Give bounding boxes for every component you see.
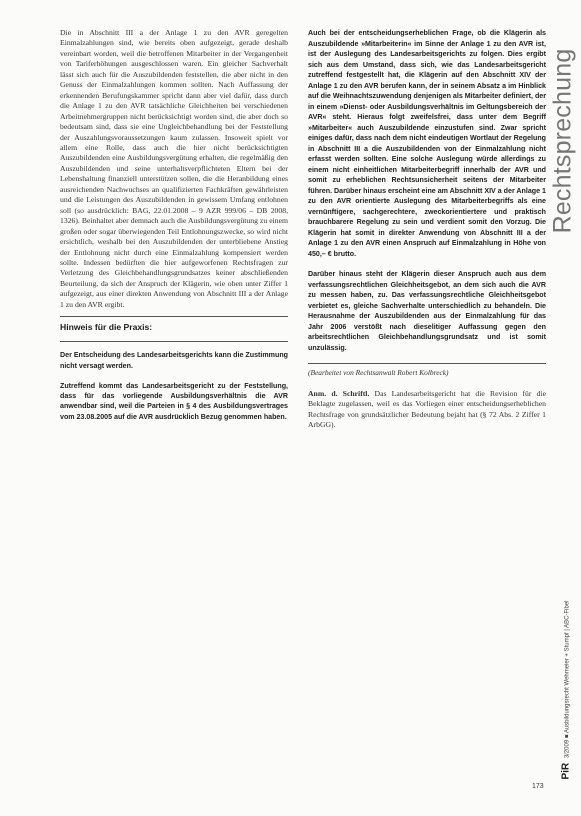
editor-note-rule <box>308 363 546 364</box>
hint-title-rule <box>60 341 288 342</box>
editor-note: (Bearbeitet von Rechtsanwalt Robert Kolbreck) <box>308 368 449 377</box>
left-column <box>60 28 288 432</box>
annotation <box>308 389 546 431</box>
journal-footer-vertical <box>558 590 574 790</box>
hint-box <box>60 316 288 422</box>
hint-top-rule <box>60 316 288 317</box>
annotation-label: Anm. d. Schriftl. <box>308 389 370 398</box>
hint-title: Hinweis für die Praxis: <box>60 322 153 333</box>
annotation-text: Das Landesarbeitsgericht hat die Revision für die Beklagte zugelassen, weil es das Vorliegen einer entscheidungserheblichen Rechtsfrage von grundsätzlicher Bedeutung bejaht hat (§ 72 Abs. 2 Ziffer 1 ArbGG). <box>308 389 546 430</box>
section-title: Rechtsprechung <box>548 48 577 234</box>
right-column <box>308 28 546 431</box>
page-number: 173 <box>532 783 544 790</box>
left-body-paragraph: Die in Abschnitt III a der Anlage 1 zu den AVR geregelten Einmalzahlungen sind, wie bereits oben aufgezeigt, gerade deshalb vereinbart worden, weil die betroffenen Mitarbeiter in der Vergangenheit von Tariferhöhungen ausgeschlossen waren. Ein gleicher Sachverhalt lässt sich auch für die Auszubildenden feststellen, die aber nicht in den Genuss der Einmalzahlungen kommen sollten. Nach Auffassung der erkennenden Berufungskammer spricht dann aber viel dafür, dass durch die Anlage 1 zu den AVR tatsächliche Gleichheiten bei verschiedenen Arbeitnehmergruppen nicht berücksichtigt worden sind, die aber doch so bedeutsam sind, dass sie eine Ungleichbehandlung bei der Feststellung der Auszahlungsvoraussetzungen kaum zulassen. Insoweit spielt vor allem eine Rolle, dass auch die hier nicht berücksichtigten Auszubildenden eine Ausbildungsvergütung erhalten, die regelmäßig den Auszubildenden und seine unterhaltsverpflichteten Eltern bei der Lebenshaltung finanziell unterstützen sollen, die die Heranbildung eines ausreichenden Nachwuchses an qualifizierten Fachkräften gewährleisten und die Leistungen des Auszubildenden in gewissem Umfang entlohnen soll (so ausdrücklich: BAG, 22.01.2008 – 9 AZR 999/06 – DB 2008, 1326). Beinhaltet aber demnach auch die Ausbildungsvergütung zu einem großen oder sogar überwiegenden Teil Entlohnungszwecke, so wird nicht ersichtlich, weshalb bei den Auszubildenden der unterbliebene Anstieg der Entlohnung nicht durch eine Einmalzahlung kompensiert werden sollte. Indessen bedürften die hier aufgeworfenen Rechtsfragen zur Verletzung des Gleichbehandlungsgrundsatzes keiner abschließenden Beurteilung, da sich der Anspruch der Klägerin, wie oben unter Ziffer 1 aufgezeigt, aus einer direkten Anwendung von Abschnitt III a der Anlage 1 zu den AVR ergibt. <box>60 28 288 309</box>
hint-paragraph-2: Zutreffend kommt das Landesarbeitsgericht zu der Feststellung, dass für das vorliegende Ausbildungsverhältnis die AVR anwendbar sind, weil die Parteien in § 4 des Ausbildungsvertrages vom 23.08.2005 auf die AVR ausdrücklich Bezug genommen haben. <box>60 381 288 421</box>
right-paragraph-1: Auch bei der entscheidungserheblichen Frage, ob die Klägerin als Auszubildende »Mitarbeiterin« im Sinne der Anlage 1 zu den AVR ist, ist der Auslegung des Landesarbeitsgerichts zu folgen. Dies ergibt sich aus dem Umstand, dass sich, wie das Landesarbeitsgericht zutreffend festgestellt hat, die Klägerin auf den Abschnitt XIV der Anlage 1 zu den AVR berufen kann, der in seinem Absatz a im Hinblick auf die Weihnachtszuwendung denjenigen als Mitarbeiter definiert, der in einem »Dienst- oder Ausbildungsverhältnis im Geltungsbereich der AVR« steht. Hieraus folgt zweifelsfrei, dass unter dem Begriff »Mitarbeiter« auch Auszubildende einzustufen sind. Zwar spricht einiges dafür, dass nach dem nicht eindeutigen Wortlaut der Regelung in Abschnitt III a die Auszubildenden von der Einmalzahlung nicht erfasst werden sollten. Eine solche Auslegung würde allerdings zu einem nicht einheitlichen Mitarbeiterbegriff innerhalb der AVR und somit zu erheblichen Rechtsunsicherheit seitens der Mitarbeiter führen. Darüber hinaus erscheint eine am Abschnitt XIV a der Anlage 1 zu den AVR orientierte Auslegung des Mitarbeiterbegriffs als eine vernünftigere, sachgerechtere, zweckorientiertere und praktisch brauchbarere Regelung zu sein und verdient somit den Vorzug. Die Klägerin hat somit in direkter Anwendung von Abschnitt III a der Anlage 1 zu den AVR einen Anspruch auf Einmalzahlung in Höhe von 450,– € brutto. <box>308 29 546 258</box>
section-title-vertical <box>548 36 578 246</box>
hint-paragraph-1: Der Entscheidung des Landesarbeitsgerichts kann die Zustimmung nicht versagt werden. <box>60 351 288 370</box>
right-paragraph-2: Darüber hinaus steht der Klägerin dieser Anspruch auch aus dem verfassungsrechtlichen Gleichheitsgebot, an dem sich auch die AVR zu messen haben, zu. Das verfassungsrechtliche Gleichheitsgebot verbietet es, gleiche Sachverhalte unterschiedlich zu behandeln. Die Herausnahme der Auszubildenden aus der Einmalzahlung für das Jahr 2006 verstößt nach dieselitiger Auffassung gegen den arbeitsrechtlichen Gleichbehandlungsgrundsatz und ist somit unzulässig. <box>308 270 546 352</box>
journal-footer <box>561 601 572 780</box>
journal-logo: PiR <box>560 762 572 780</box>
journal-info: 3/2009 ■ Ausbildungsrecht Wehmeier + Stumpf | ABC-Fibel <box>564 600 571 759</box>
